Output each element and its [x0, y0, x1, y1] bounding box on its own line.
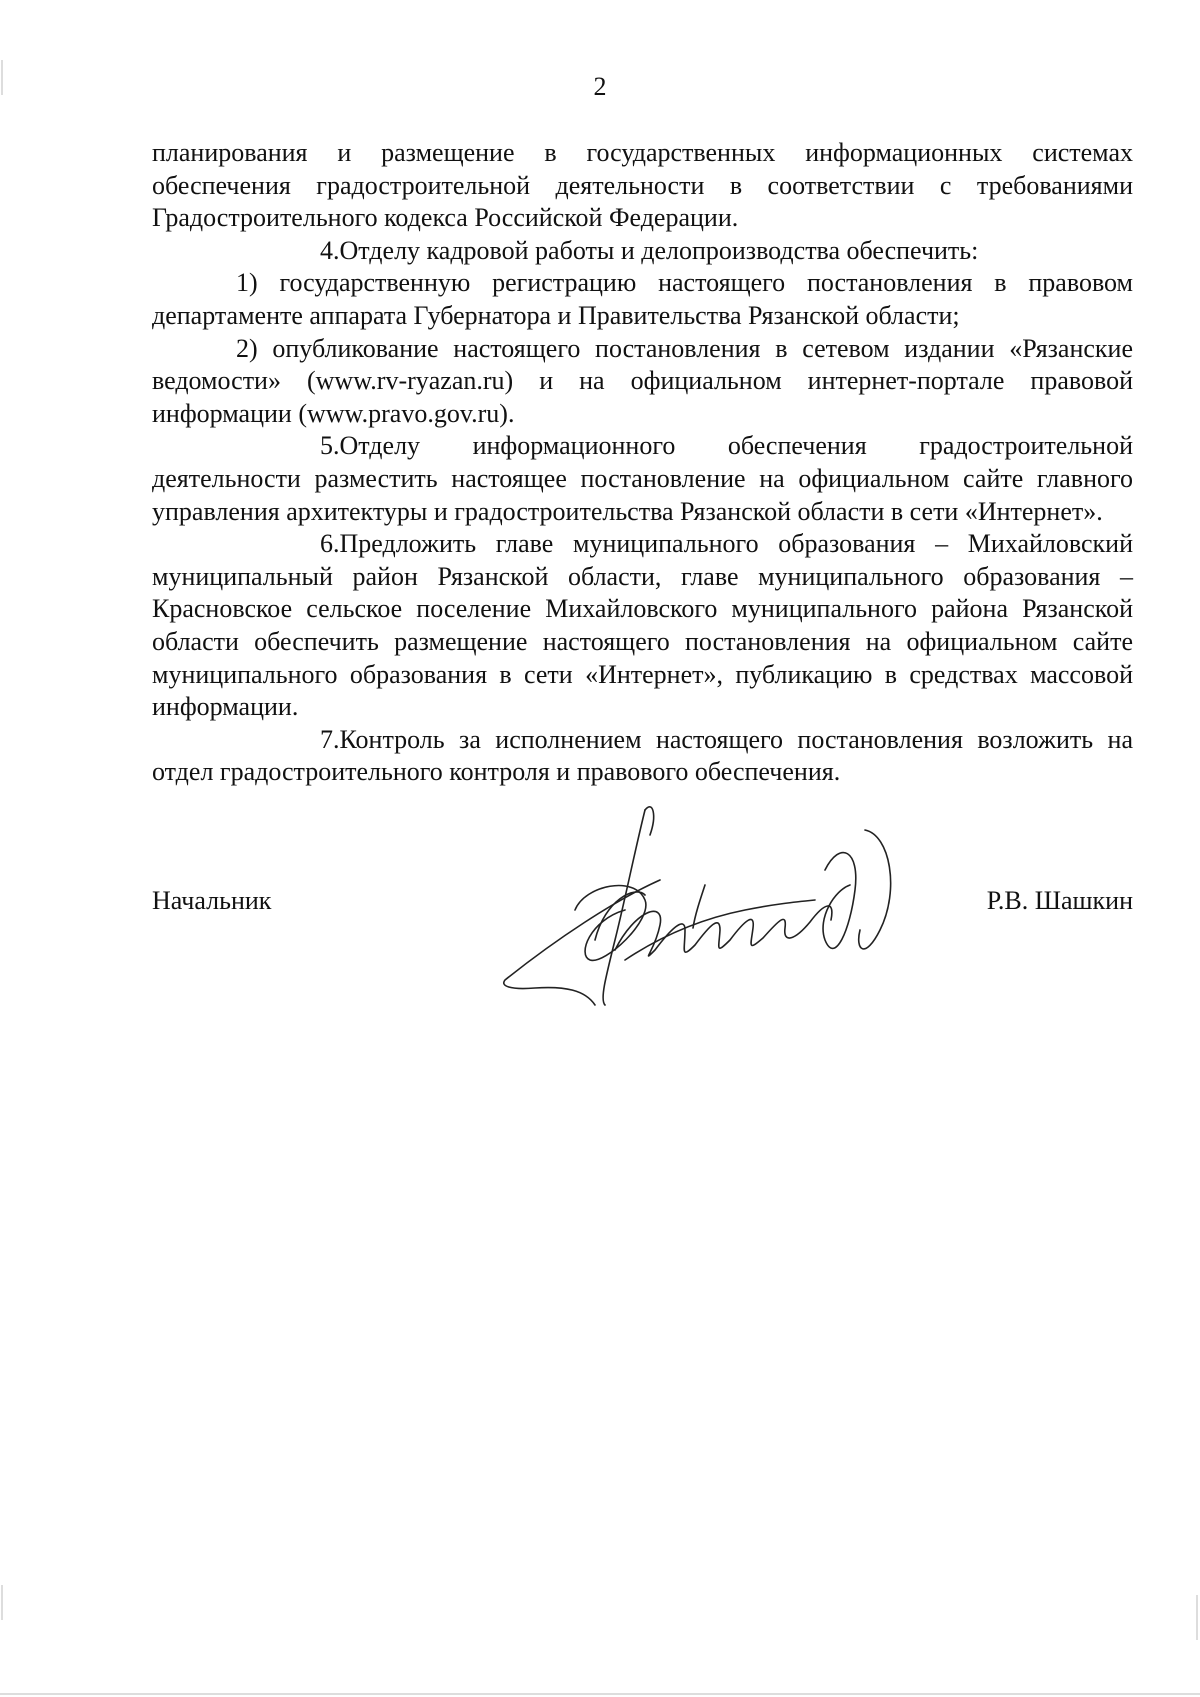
- paragraph-item-4: [152, 235, 1133, 268]
- paragraph-subitem-2: [152, 333, 1133, 431]
- signatory-title: Начальник: [152, 886, 272, 915]
- handwritten-signature: [495, 790, 935, 1020]
- paragraph-number: 7.: [320, 724, 340, 754]
- paragraph-subitem-1: [152, 267, 1133, 332]
- paragraph-number: 6.: [320, 529, 340, 559]
- paragraph-number: 4.: [320, 235, 340, 265]
- paragraph-text: 2) опубликование настоящего постановления в сетевом издании «Рязанские ведомости» (www.rv-ryazan.ru) и на официальном интернет-портале правовой информации (www.pravo.gov.ru).: [152, 333, 1133, 428]
- paragraph-text: планирования и размещение в государственных информационных системах обеспечения градостроительной деятельности в соответствии с требованиями Градостроительного кодекса Российской Федерации.: [152, 138, 1133, 233]
- document-body: [152, 137, 1133, 789]
- paragraph-text: Отделу информационного обеспечения градостроительной деятельности разместить настоящее постановление на официальном сайте главного управления архитектуры и градостроительства Рязанской области в сети «Интернет».: [152, 431, 1133, 526]
- paragraph-text: Отделу кадровой работы и делопроизводства обеспечить:: [339, 235, 979, 265]
- paragraph-text: Контроль за исполнением настоящего постановления возложить на отдел градостроительного контроля и правового обеспечения.: [152, 724, 1133, 787]
- paragraph-item-6: [152, 528, 1133, 724]
- page-number: 2: [593, 72, 607, 101]
- paragraph-item-7: [152, 724, 1133, 789]
- paragraph-number: 5.: [320, 431, 340, 461]
- paragraph-continuation: [152, 137, 1133, 235]
- signatory-name: Р.В. Шашкин: [986, 886, 1133, 915]
- paragraph-item-5: [152, 430, 1133, 528]
- paragraph-text: Предложить главе муниципального образования – Михайловский муниципальный район Рязанской области, главе муниципального образования – Красновское сельское поселение Михайловского муниципального района Рязанской области обеспечить размещение настоящего постановления на официальном сайте муниципального образования в сети «Интернет», публикацию в средствах массовой информации.: [152, 529, 1133, 722]
- paragraph-text: 1) государственную регистрацию настоящего постановления в правовом департаменте аппарата Губернатора и Правительства Рязанской области;: [152, 268, 1133, 330]
